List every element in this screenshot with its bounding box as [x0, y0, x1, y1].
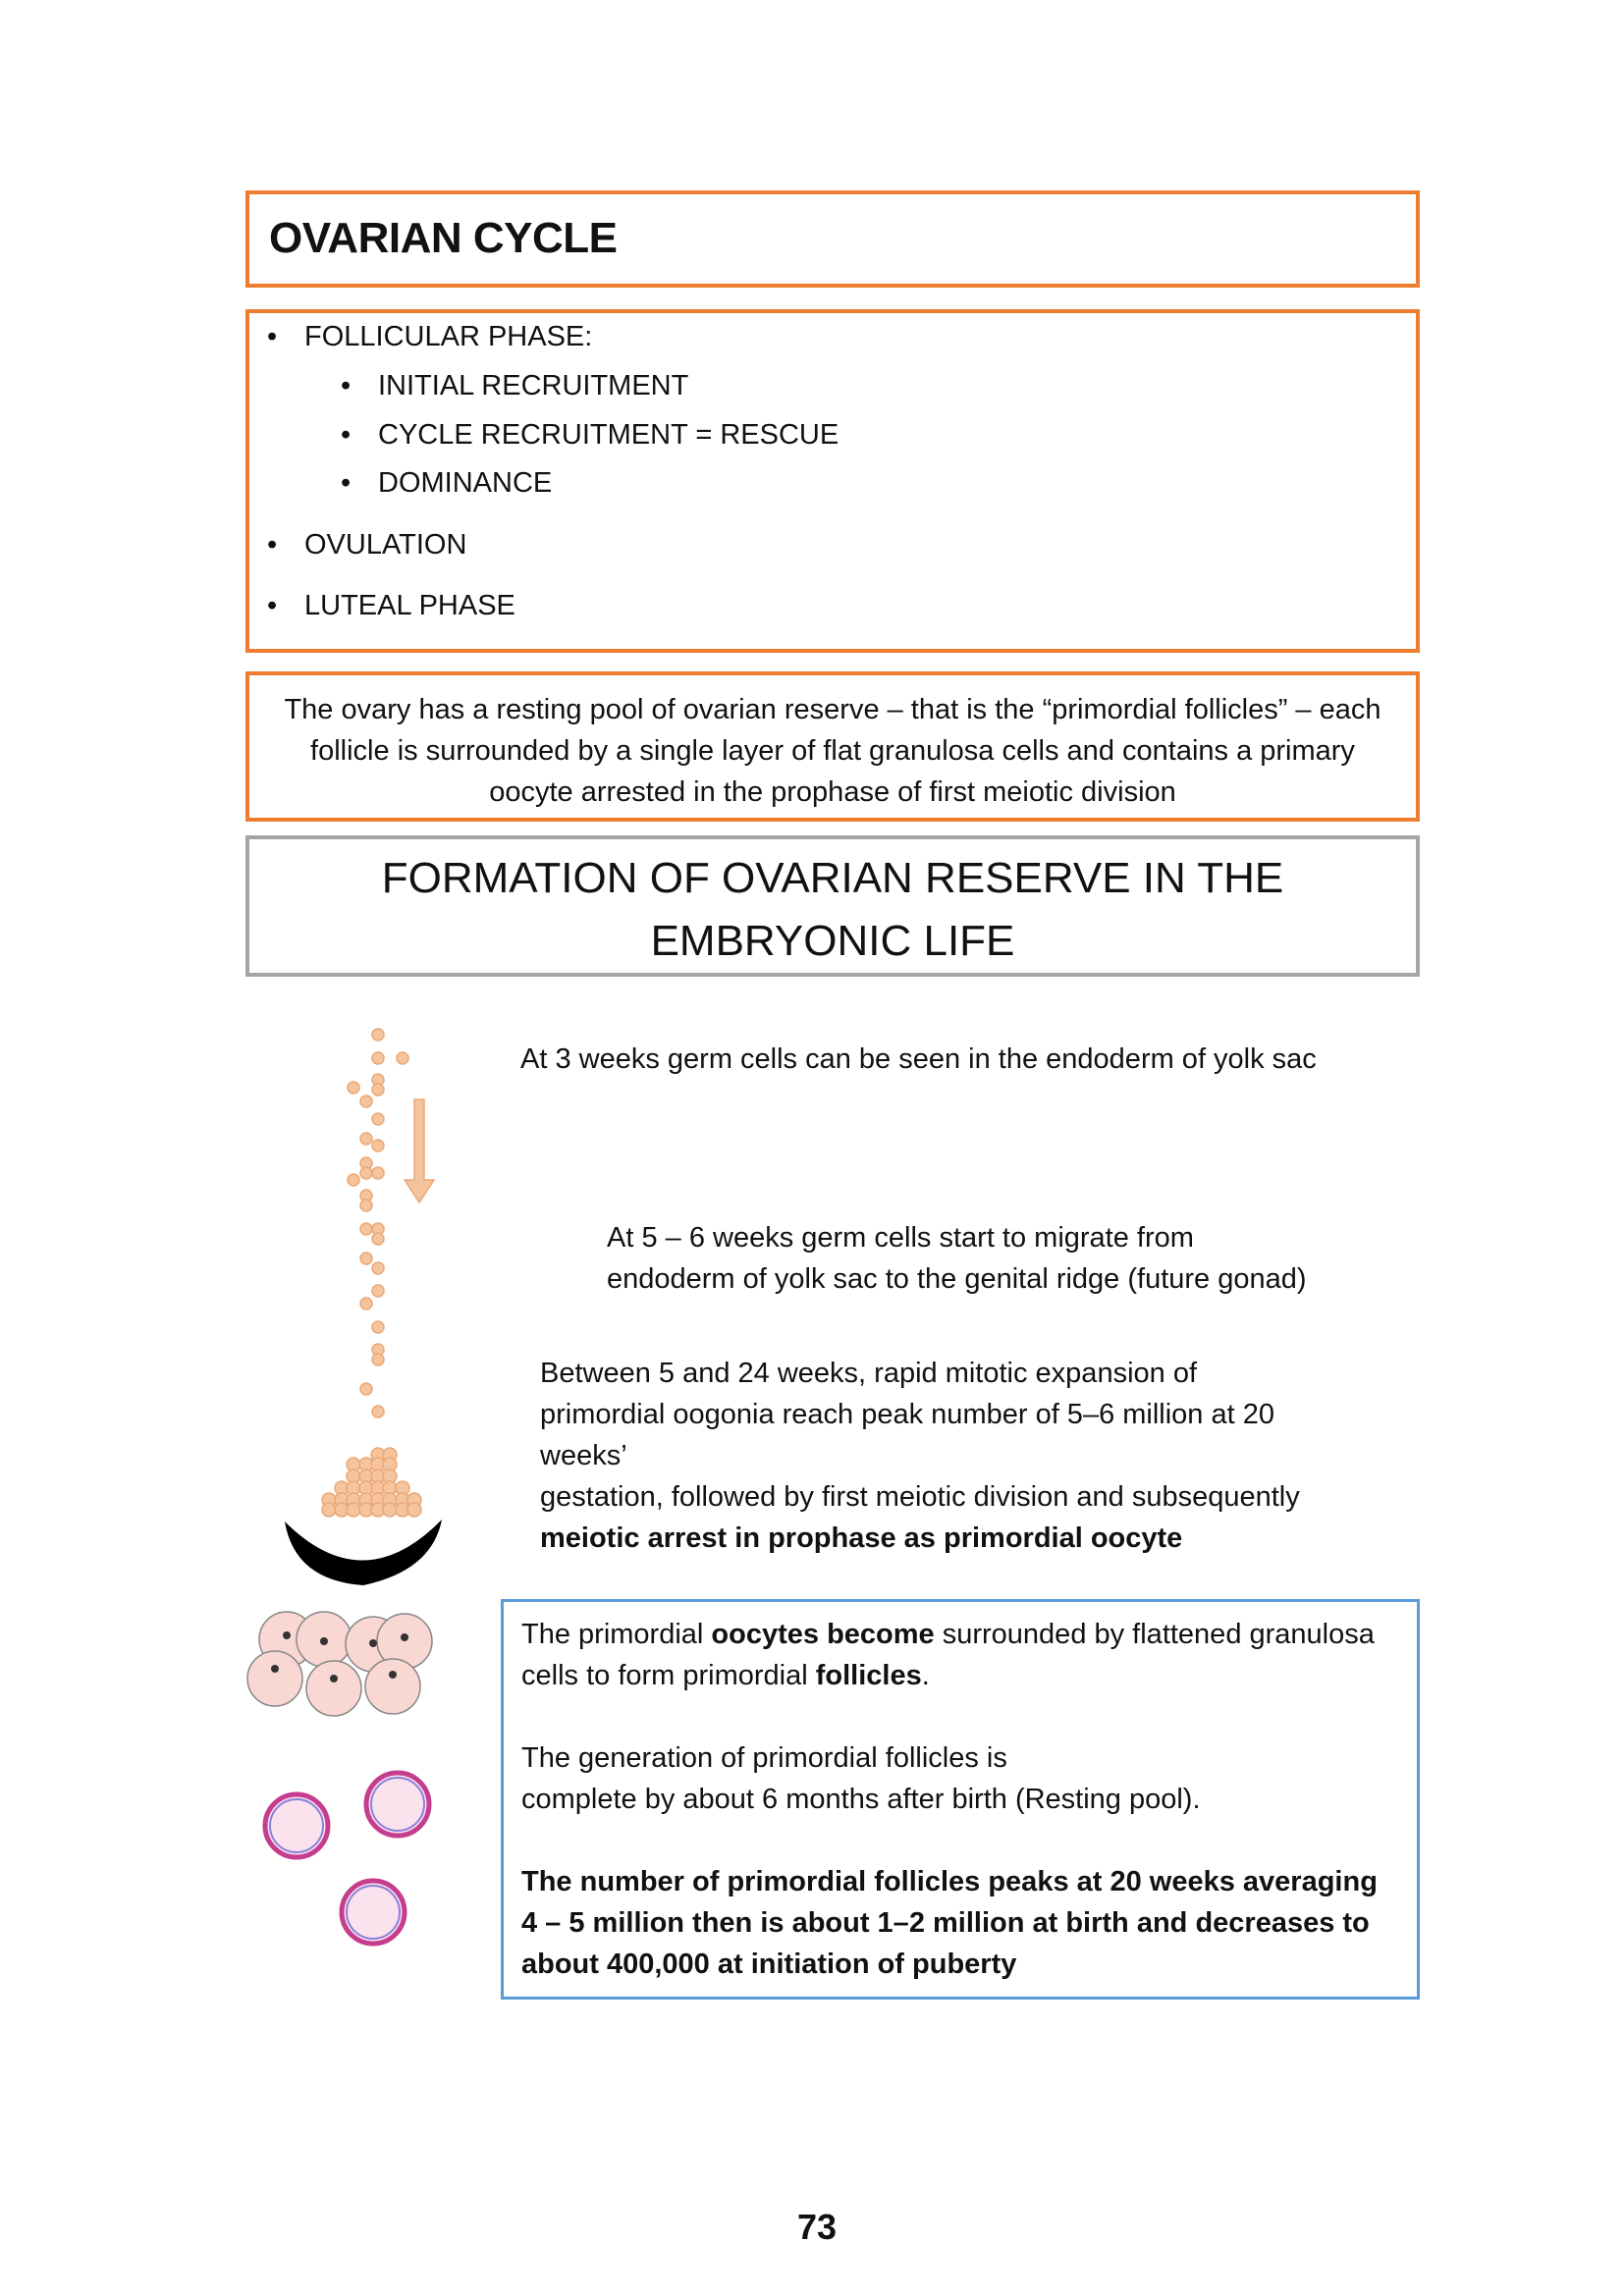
week3-text: At 3 weeks germ cells can be seen in the endoderm of yolk sac: [520, 1043, 1317, 1075]
text: surrounded by flattened granulosa cells to form primordial: [521, 1619, 1375, 1691]
list-item-luteal: • LUTEAL PHASE: [267, 590, 515, 621]
section-heading: FORMATION OF OVARIAN RESERVE IN THE EMBRYONIC LIFE: [381, 854, 1284, 965]
bold-text: follicles: [815, 1660, 922, 1691]
between-text-line3: weeks’: [540, 1440, 627, 1471]
resting-pool-paragraph: [521, 1737, 1399, 1820]
between-text-bold: meiotic arrest in prophase as primordial oocyte: [540, 1522, 1183, 1554]
germ-cell-migration-illustration: [236, 1011, 471, 1973]
list-item-sub: • INITIAL RECRUITMENT: [341, 370, 689, 401]
germ-cell-cluster: [322, 1448, 421, 1517]
text: The generation of primordial follicles is: [521, 1742, 1007, 1774]
page-number: 73: [796, 2207, 838, 2247]
follicle-formation-paragraph: [521, 1614, 1399, 1696]
follicle-count-paragraph: The number of primordial follicles peaks at 20 weeks averaging 4 – 5 million then is about 1–2 million at birth and decreases to about 400,000 at initiation of puberty: [521, 1866, 1378, 1980]
down-arrow-icon: [405, 1099, 434, 1202]
text: complete by about 6 months after birth (Resting pool).: [521, 1784, 1201, 1815]
between-text-line4: gestation, followed by first meiotic division and subsequently: [540, 1481, 1300, 1513]
page-title: OVARIAN CYCLE: [269, 214, 618, 262]
list-item-ovulation: • OVULATION: [267, 529, 467, 561]
list-item-label: INITIAL RECRUITMENT: [378, 370, 689, 401]
reserve-box: [245, 671, 1420, 822]
week5-text-line1: At 5 – 6 weeks germ cells start to migrate from: [607, 1222, 1194, 1254]
phase-list: [245, 309, 1420, 653]
bold-text: oocytes become: [711, 1619, 935, 1650]
list-item-label: CYCLE RECRUITMENT = RESCUE: [378, 419, 839, 451]
title-box: [245, 190, 1420, 288]
list-item-label: OVULATION: [304, 529, 467, 561]
primordial-follicle-box: [501, 1599, 1420, 2000]
text: The primordial: [521, 1619, 712, 1650]
primordial-oocytes: [247, 1612, 432, 1716]
between-text-line1: Between 5 and 24 weeks, rapid mitotic expansion of: [540, 1358, 1198, 1389]
between-text-line2: primordial oogonia reach peak number of 5–6 million at 20: [540, 1399, 1274, 1430]
germ-cells: [348, 1029, 408, 1417]
list-item-label: DOMINANCE: [378, 467, 553, 499]
list-item-sub: • CYCLE RECRUITMENT = RESCUE: [341, 419, 839, 451]
formation-heading-box: [245, 835, 1420, 977]
list-item-label: LUTEAL PHASE: [304, 590, 515, 621]
week5-text-line2: endoderm of yolk sac to the genital ridge (future gonad): [607, 1263, 1307, 1295]
list-item-label: FOLLICULAR PHASE:: [304, 321, 593, 352]
list-item-sub: • DOMINANCE: [341, 467, 553, 499]
text: .: [921, 1660, 930, 1691]
reserve-text: The ovary has a resting pool of ovarian reserve – that is the “primordial follicles” – each follicle is surrounded by a single layer of flat granulosa cells and contains a primary oocyte arrested in the prophase of first meiotic division: [284, 694, 1381, 808]
list-item-follicular: • FOLLICULAR PHASE:: [267, 321, 593, 352]
genital-ridge-shape: [285, 1520, 442, 1585]
